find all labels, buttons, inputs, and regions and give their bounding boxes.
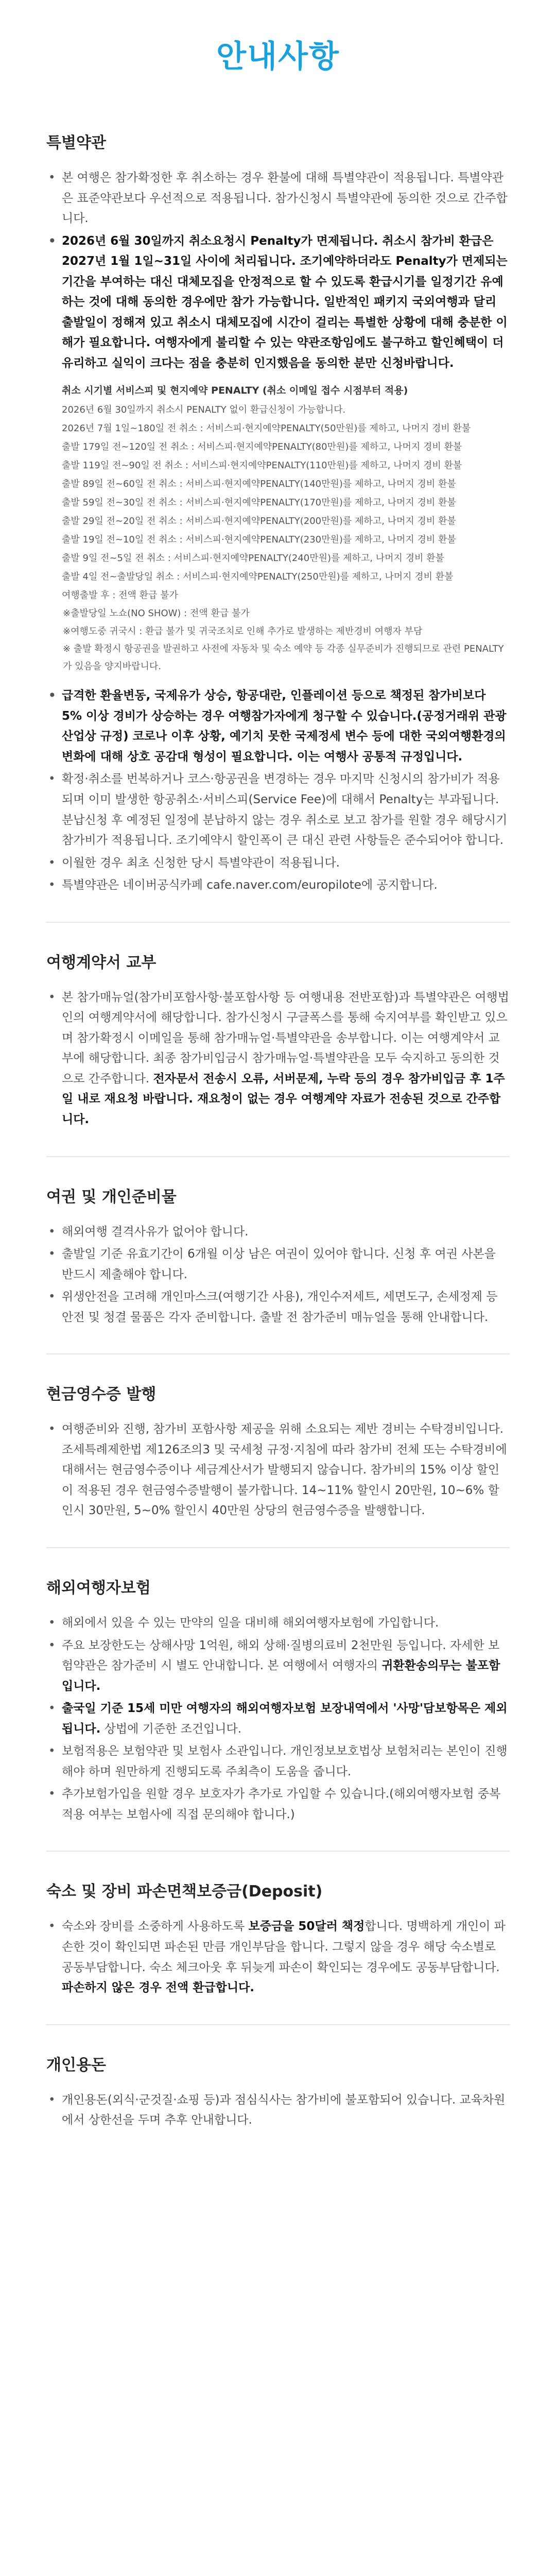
deposit-text: 숙소와 장비를 소중하게 사용하도록: [62, 1920, 249, 1934]
contract-text: 본 참가매뉴얼(참가비포함사항·불포함사항 등 여행내용 전반포함)과 특별약관은 여행법인의 여행계약서에 해당합니다. 참가신청시 구글폭스를 통해 숙지여부를 확인받고 있으며 참가확정시 이메일을 통해 참가매뉴얼·특별약관을 송부합니다. 이는 여행계약서 교부에 해당합니다. 최종 참가비입금시 참가매뉴얼·특별약관을 모두 숙지하고 동의한 것으로 간주합니다.: [62, 990, 509, 1086]
insurance-item: [46, 1636, 510, 1697]
penalty-line: 출발 19일 전~10일 전 취소 : 서비스피·현지예약PENALTY(230만원)를 제하고, 나머지 경비 환불: [62, 534, 456, 546]
penalty-note: ※출발당일 노쇼(NO SHOW) : 전액 환급 불가: [63, 608, 250, 619]
insurance-item: • 해외에서 있을 수 있는 만약의 일을 대비해 해외여행자보험에 가입합니다.: [46, 1613, 510, 1634]
divider: [46, 922, 510, 923]
contract-emphasis: 전자문서 전송시 오류, 서버문제, 누락 등의 경우 참가비입금 후 1주일 내로 재요청 바랍니다. 재요청이 없는 경우 여행계약 자료가 전송된 것으로 간주합니다.: [62, 1072, 505, 1126]
divider: [46, 2024, 510, 2025]
divider: [46, 1353, 510, 1354]
penalty-line: 출발 59일 전~30일 전 취소 : 서비스피·현지예약PENALTY(170만원)를 제하고, 나머지 경비 환불: [62, 497, 456, 509]
penalty-line: 출발 9일 전~5일 전 취소 : 서비스피·현지예약PENALTY(240만원)를 제하고, 나머지 경비 환불: [62, 553, 444, 564]
divider: [46, 1547, 510, 1548]
section-heading: 여행계약서 교부: [46, 953, 157, 972]
section-deposit: [0, 1878, 556, 1998]
special-terms-item: • 확정·취소를 번복하거나 코스·항공권을 변경하는 경우 마지막 신청시의 참가비가 적용되며 이미 발생한 항공취소·서비스피(Service Fee)에 대해서 Penalty는 부과됩니다. 분납신청 후 예정된 일정에 분납하지 않는 경우 취소로 보고 참가를 원할 경우 해당시기 참가비가 적용됩니다. 조기예약시 할인폭이 큰 대신 관련 사항들은 준수되어야 합니다.: [46, 769, 510, 851]
section-insurance: [0, 1575, 556, 1825]
divider: [46, 1156, 510, 1157]
special-terms-item: • 특별약관은 네이버공식카페 cafe.naver.com/europilote에 공지합니다.: [46, 875, 510, 896]
page-title: 안내사항: [216, 39, 340, 75]
special-terms-item: • 이월한 경우 최초 신청한 당시 특별약관이 적용됩니다.: [46, 853, 510, 874]
passport-item: • 출발일 기준 유효기간이 6개월 이상 남은 여권이 있어야 합니다. 신청 후 여권 사본을 반드시 제출해야 합니다.: [46, 1244, 510, 1285]
penalty-line: 2026년 7월 1일~180일 전 취소 : 서비스피·현지예약PENALTY(50만원)를 제하고, 나머지 경비 환불: [62, 423, 471, 434]
insurance-text: 주요 보장한도는 상해사망 1억원, 해외 상해·질병의료비 2천만원 등입니다. 자세한 보험약관은 참가준비 시 별도 안내합니다. 본 여행에서 여행자의: [62, 1638, 500, 1673]
divider: [46, 1851, 510, 1852]
penalty-note: ※여행도중 귀국시 : 환급 불가 및 귀국조치로 인해 추가로 발생하는 제반경비 여행자 부담: [63, 625, 423, 637]
penalty-line: 2026년 6월 30일까지 취소시 PENALTY 없이 환급신청이 가능합니다.: [62, 404, 346, 416]
section-pocket-money: [0, 2052, 556, 2131]
penalty-line: 출발 89일 전~60일 전 취소 : 서비스피·현지예약PENALTY(140만원)를 제하고, 나머지 경비 환불: [62, 479, 456, 490]
insurance-item: • 추가보험가입을 원할 경우 보호자가 추가로 가입할 수 있습니다.(해외여행자보험 중복적용 여부는 보험사에 직접 문의해야 합니다.): [46, 1784, 510, 1825]
section-receipt: [0, 1381, 556, 1521]
penalty-line: 출발 4일 전~출발당일 취소 : 서비스피·현지예약PENALTY(250만원)를 제하고, 나머지 경비 환불: [62, 571, 454, 583]
penalty-title: 취소 시기별 서비스피 및 현지예약 PENALTY (취소 이메일 접수 시점부터 적용): [62, 385, 408, 397]
pocket-money-item: • 개인용돈(외식·군것질·쇼핑 등)과 점심식사는 참가비에 불포함되어 있습니다. 교육차원에서 상한선을 두며 추후 안내합니다.: [46, 2090, 510, 2131]
receipt-item: • 여행준비와 진행, 참가비 포함사항 제공을 위해 소요되는 제반 경비는 수탁경비입니다. 조세특례제한법 제126조의3 및 국세청 규정·지침에 따라 참가비 전체 또는 수탁경비에 대해서는 현금영수증이나 세금계산서가 발행되지 않습니다. 참가비의 15% 이상 할인이 적용된 경우 현금영수증발행이 불가합니다. 14~11% 할인시 20만원, 10~6% 할인시 30만원, 5~0% 할인시 40만원 상당의 현금영수증을 발행합니다.: [46, 1419, 510, 1521]
deposit-text: 합니다. 명백하게 개인이 파손한 것이 확인되면 파손된 만큼 개인부담을 합니다. 그렇지 않을 경우 해당 숙소별로 공동부담합니다. 숙소 체크아웃 후 뒤늦게 파손이 확인되는 경우에도 공동부담합니다.: [62, 1920, 506, 1974]
section-heading: 해외여행자보험: [46, 1579, 151, 1597]
penalty-line: 여행출발 후 : 전액 환급 불가: [62, 590, 178, 601]
section-heading: 여권 및 개인준비물: [46, 1188, 177, 1206]
deposit-emphasis: 보증금을 50달러 책정: [248, 1920, 365, 1934]
section-heading: 숙소 및 장비 파손면책보증금(Deposit): [46, 1883, 323, 1901]
section-special-terms: [0, 130, 556, 896]
penalty-line: 출발 29일 전~20일 전 취소 : 서비스피·현지예약PENALTY(200만원)를 제하고, 나머지 경비 환불: [62, 516, 456, 527]
insurance-text: 상법에 기준한 조건입니다.: [100, 1722, 242, 1736]
section-heading: 특별약관: [46, 134, 106, 152]
deposit-emphasis: 파손하지 않은 경우 전액 환급합니다.: [62, 1981, 255, 1995]
penalty-line: 출발 179일 전~120일 전 취소 : 서비스피·현지예약PENALTY(80만원)를 제하고, 나머지 경비 환불: [62, 442, 462, 453]
insurance-emphasis: 귀환환송의무는 불포함입니다.: [62, 1659, 500, 1693]
section-passport: [0, 1184, 556, 1328]
section-heading: 현금영수증 발행: [46, 1385, 157, 1404]
passport-item: • 위생안전을 고려해 개인마스크(여행기간 사용), 개인수저세트, 세면도구, 손세정제 등 안전 및 청결 물품은 각자 준비합니다. 출발 전 참가준비 매뉴얼을 통해 안내합니다.: [46, 1287, 510, 1328]
deposit-item: [46, 1917, 510, 1998]
insurance-item: • 보험적용은 보험약관 및 보험사 소관입니다. 개인정보보호법상 보험처리는 본인이 진행해야 하며 원만하게 진행되도록 주최측이 도움을 줍니다.: [46, 1741, 510, 1782]
penalty-line: 출발 119일 전~90일 전 취소 : 서비스피·현지예약PENALTY(110만원)를 제하고, 나머지 경비 환불: [62, 460, 462, 471]
special-terms-item: • 2026년 6월 30일까지 취소요청시 Penalty가 면제됩니다. 취소시 참가비 환급은 2027년 1월 1일~31일 사이에 처리됩니다. 조기예약하더라도 Penalty가 면제되는 기간을 부여하는 대신 대체모집을 안정적으로 할 수 있도록 환급시기를 일정기간 유예하는 것에 대해 동의한 경우에만 참가 가능합니다. 일반적인 패키지 국외여행과 달리 출발일이 정해져 있고 취소시 대체모집에 시간이 걸리는 특별한 상황에 대해 충분한 이해가 필요합니다. 여행자에게 불리할 수 있는 약관조항임에도 불구하고 할인혜택이 더 유리하고 실익이 크다는 점을 충분히 인지했음을 동의한 분만 신청바랍니다.: [46, 231, 510, 374]
insurance-item: [46, 1699, 510, 1739]
penalty-note: ※ 출발 확정시 항공권을 발권하고 사전에 자동차 및 숙소 예약 등 각종 실무준비가 진행되므로 관련 PENALTY가 있음을 양지바랍니다.: [63, 643, 504, 672]
penalty-schedule: [62, 383, 510, 675]
passport-item: • 해외여행 결격사유가 없어야 합니다.: [46, 1222, 510, 1243]
contract-item: [46, 988, 510, 1130]
special-terms-item: • 급격한 환율변동, 국제유가 상승, 항공대란, 인플레이션 등으로 책정된 참가비보다 5% 이상 경비가 상승하는 경우 여행참가자에게 청구할 수 있습니다.(공정거래위 관광산업상 규정) 코로나 이후 상황, 예기치 못한 국제정세 변수 등에 대한 국외여행환경의 변화에 대해 상호 공감대 형성이 필요합니다. 이는 여행사 공통적 규정입니다.: [46, 686, 510, 767]
insurance-emphasis: 출국일 기준 15세 미만 여행자의 해외여행자보험 보장내역에서 '사망'담보항목은 제외됩니다.: [62, 1702, 508, 1736]
section-contract: [0, 950, 556, 1130]
section-heading: 개인용돈: [46, 2056, 106, 2074]
special-terms-item: • 본 여행은 참가확정한 후 취소하는 경우 환불에 대해 특별약관이 적용됩니다. 특별약관은 표준약관보다 우선적으로 적용됩니다. 참가신청시 특별약관에 동의한 것으로 간주합니다.: [46, 168, 510, 229]
